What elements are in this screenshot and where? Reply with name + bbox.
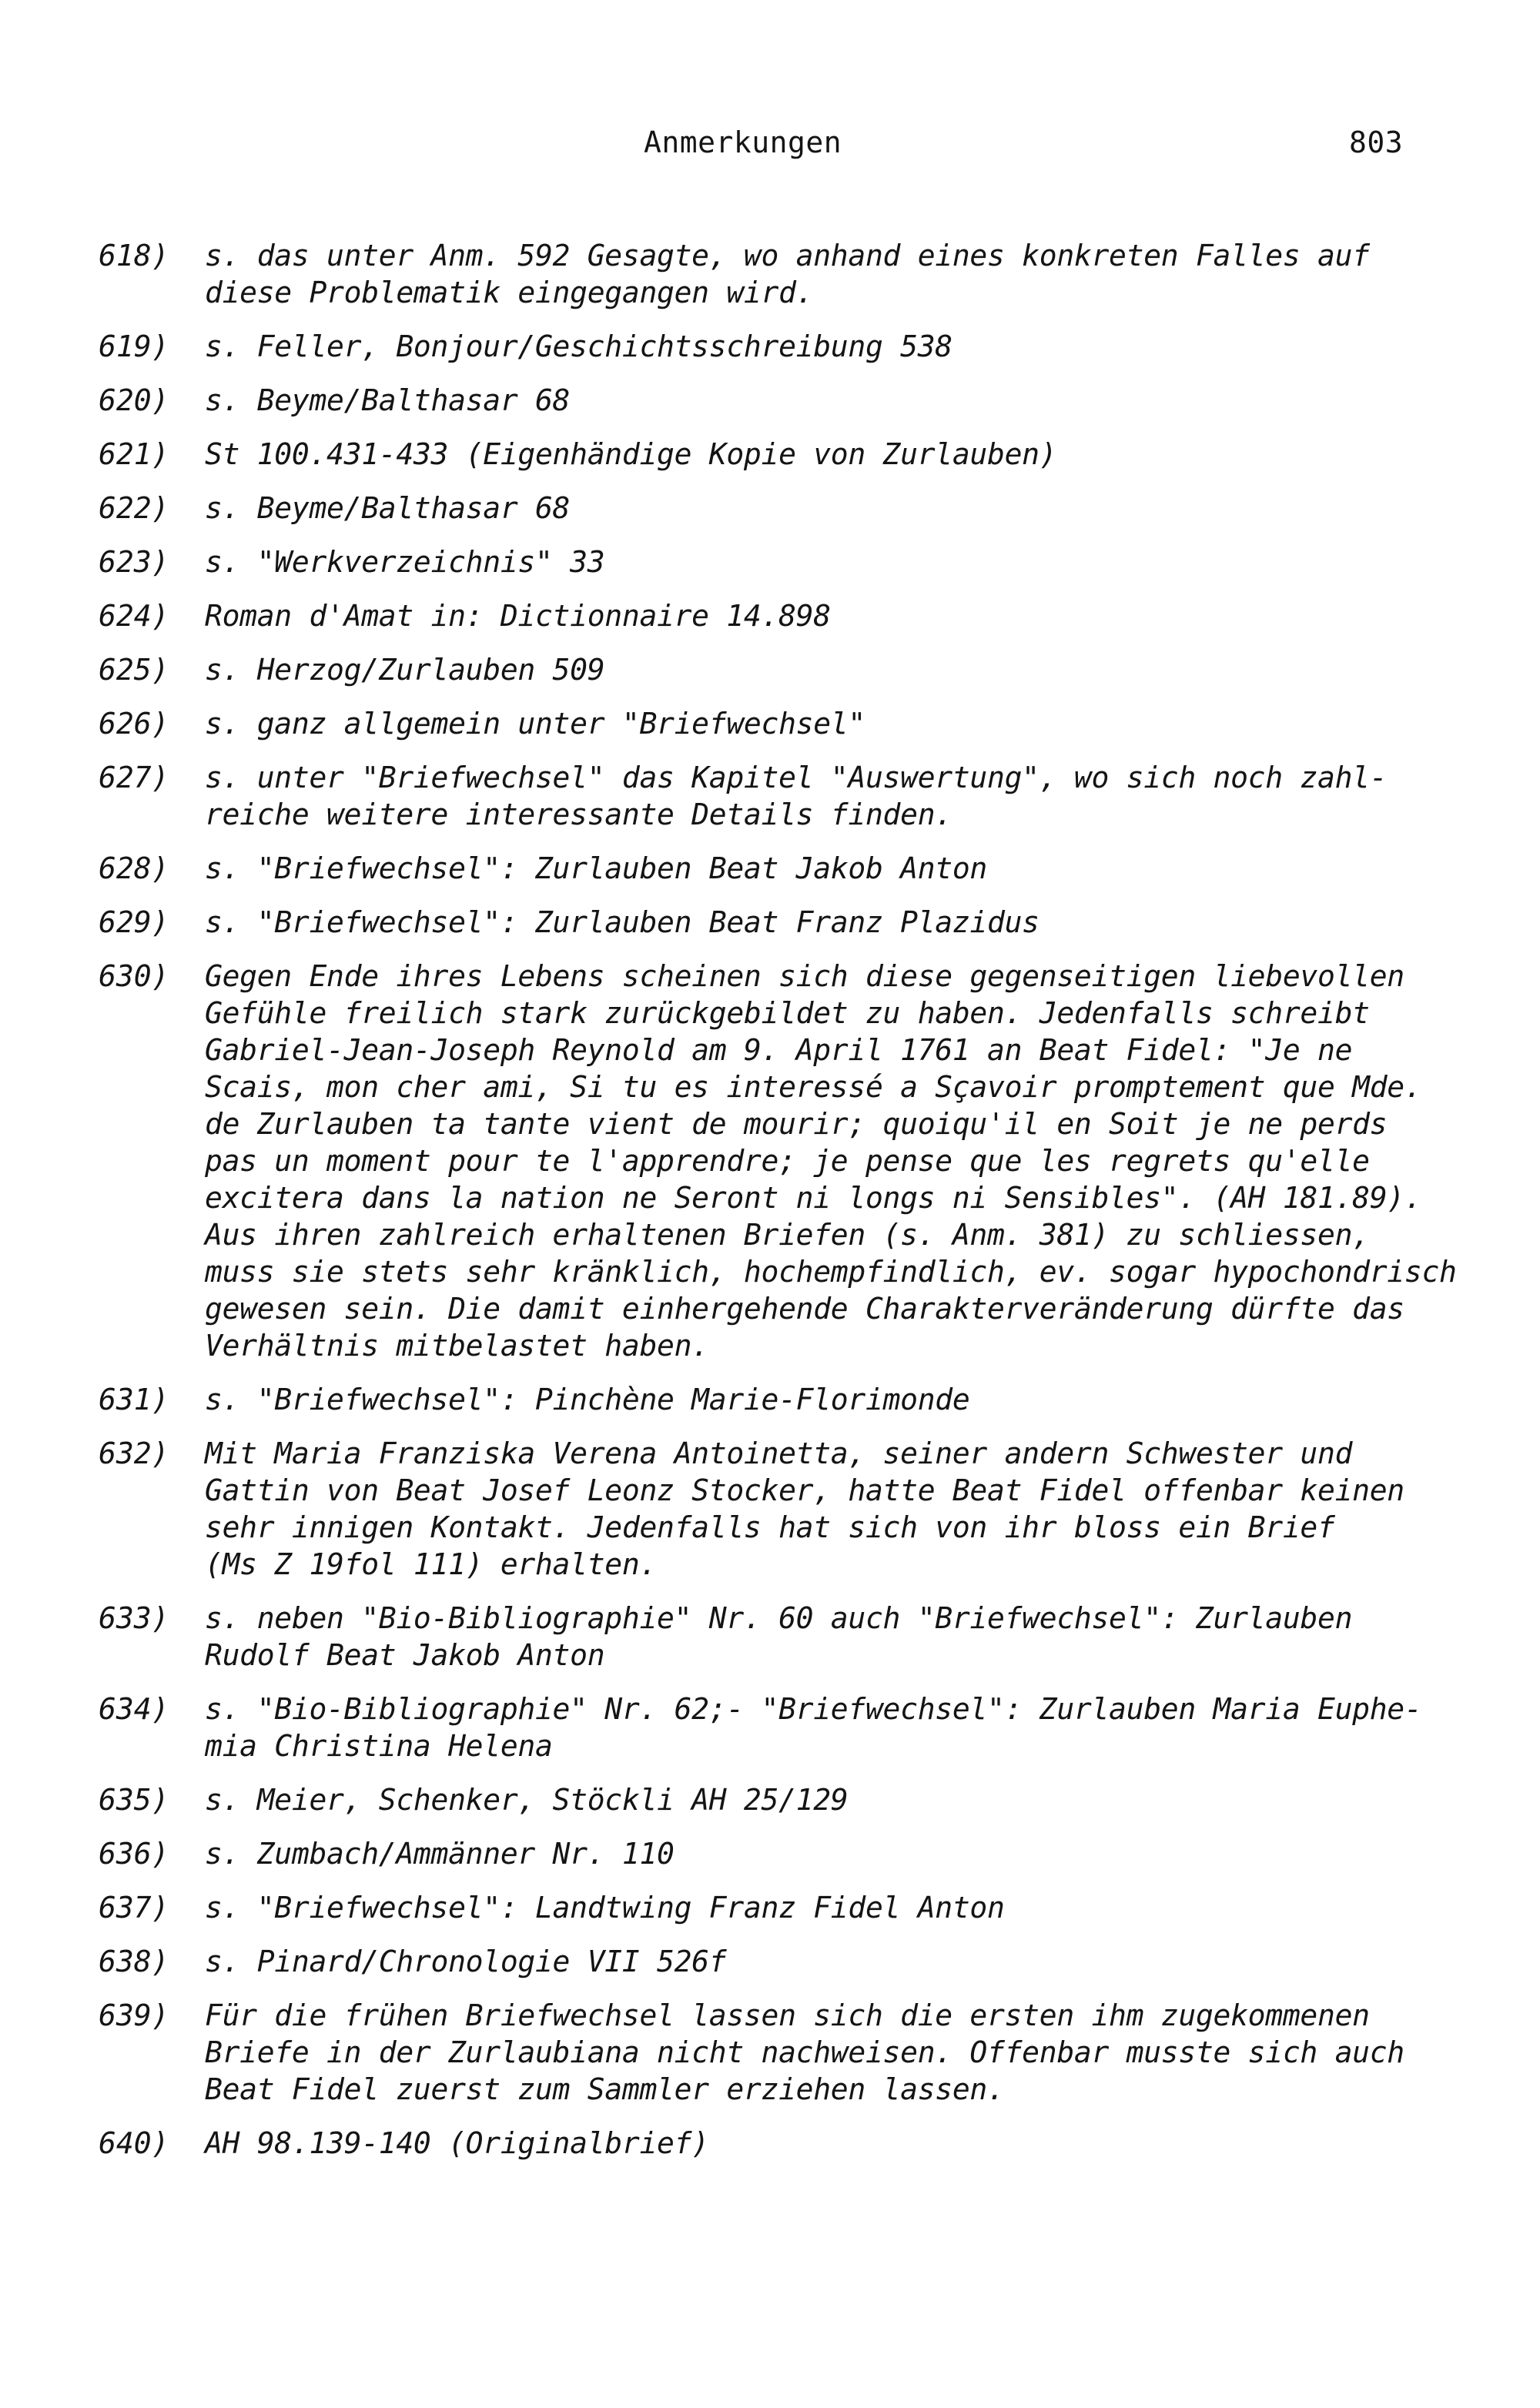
endnote-text [205,1889,1454,1926]
endnote-text [205,759,1454,833]
endnote-text-line: Mit Maria Franziska Verena Antoinetta, seiner andern Schwester und [205,1436,1353,1470]
endnote-item [99,1889,1454,1926]
endnote-text-line: s. das unter Anm. 592 Gesagte, wo anhand eines konkreten Falles auf [205,239,1370,273]
endnote-text [205,436,1454,473]
endnote-text-line: s. Zumbach/Ammänner Nr. 110 [205,1837,675,1871]
endnote-text-line: de Zurlauben ta tante vient de mourir; quoiqu'il en Soit je ne perds [205,1107,1388,1141]
endnote-text-line: sehr innigen Kontakt. Jedenfalls hat sich von ihr bloss ein Brief [205,1510,1335,1544]
endnote-text-line: Gefühle freilich stark zurückgebildet zu haben. Jedenfalls schreibt [205,996,1370,1030]
endnote-item [99,958,1457,1364]
endnote-text [205,1435,1454,1583]
endnote-text-line: excitera dans la nation ne Seront ni longs ni Sensibles". (AH 181.89). [205,1181,1422,1215]
endnote-number: 630) [99,959,169,993]
endnote-text-line: s. Meier, Schenker, Stöckli AH 25/129 [205,1783,849,1817]
endnote-number: 639) [99,1998,169,2032]
endnote-number: 623) [99,545,169,579]
endnote-text-line: s. "Bio-Bibliographie" Nr. 62;- "Briefwechsel": Zurlauben Maria Euphe- [205,1692,1422,1726]
endnote-text-line: s. unter "Briefwechsel" das Kapitel "Auswertung", wo sich noch zahl- [205,761,1388,794]
endnote-item [99,759,1454,833]
endnote-number: 620) [99,383,169,417]
endnote-item [99,328,1454,365]
endnote-number: 626) [99,707,169,741]
endnote-number: 638) [99,1945,169,1978]
endnote-text-line: Scais, mon cher ami, Si tu es interessé a Sçavoir promptement que Mde. [205,1070,1422,1104]
endnote-text [205,1381,1454,1418]
endnote-number: 625) [99,653,169,687]
endnote-number: 621) [99,437,169,471]
endnote-text-line: s. ganz allgemein unter "Briefwechsel" [205,707,865,741]
endnote-item [99,1943,1454,1980]
endnote-item [99,1781,1454,1818]
endnote-text [205,1943,1454,1980]
endnote-item [99,543,1454,580]
endnote-text [205,705,1454,742]
endnote-text-line: Briefe in der Zurlaubiana nicht nachweisen. Offenbar musste sich auch [205,2035,1404,2069]
endnote-text-line: Für die frühen Briefwechsel lassen sich die ersten ihm zugekommenen [205,1998,1370,2032]
endnote-text [205,597,1454,634]
endnote-number: 637) [99,1891,169,1925]
endnote-text-line: mia Christina Helena [205,1729,553,1763]
endnote-text-line: s. Pinard/Chronologie VII 526f [205,1945,727,1978]
page-header [0,123,1540,162]
endnote-text-line: St 100.431-433 (Eigenhändige Kopie von Zurlauben) [205,437,1057,471]
endnote-text [205,1835,1454,1872]
running-title: Anmerkungen [644,125,842,159]
endnote-text-line: s. "Briefwechsel": Landtwing Franz Fidel Anton [205,1891,1005,1925]
endnote-text-line: s. "Werkverzeichnis" 33 [205,545,605,579]
endnote-text-line: Gabriel-Jean-Joseph Reynold am 9. April 1761 an Beat Fidel: "Je ne [205,1033,1353,1067]
endnote-text-line: s. Herzog/Zurlauben 509 [205,653,605,687]
endnote-item [99,1835,1454,1872]
endnote-text-line: gewesen sein. Die damit einhergehende Charakterveränderung dürfte das [205,1292,1404,1326]
endnote-text-line: pas un moment pour te l'apprendre; je pense que les regrets qu'elle [205,1144,1370,1178]
endnote-item [99,1600,1454,1674]
endnote-number: 633) [99,1601,169,1635]
endnote-text [205,904,1454,941]
endnote-item [99,382,1454,419]
endnote-text [205,382,1454,419]
endnote-item [99,597,1454,634]
endnote-text-line: s. Beyme/Balthasar 68 [205,491,571,525]
endnote-text-line: s. neben "Bio-Bibliographie" Nr. 60 auch "Briefwechsel": Zurlauben [205,1601,1353,1635]
endnote-text [205,1781,1454,1818]
endnote-text-line: AH 98.139-140 (Originalbrief) [205,2126,709,2160]
endnote-item [99,904,1454,941]
endnote-text [205,850,1454,887]
endnote-item [99,2125,1454,2162]
endnote-text-line: s. "Briefwechsel": Zurlauben Beat Jakob Anton [205,851,988,885]
endnote-item [99,1435,1454,1583]
endnote-number: 640) [99,2126,169,2160]
page-number: 803 [1349,125,1404,159]
endnote-item [99,850,1454,887]
endnote-text-line: Gattin von Beat Josef Leonz Stocker, hatte Beat Fidel offenbar keinen [205,1473,1404,1507]
endnote-number: 627) [99,761,169,794]
endnote-item [99,490,1454,527]
endnote-number: 636) [99,1837,169,1871]
endnote-item [99,1691,1454,1764]
endnote-text [205,237,1454,311]
endnote-number: 628) [99,851,169,885]
endnote-number: 619) [99,329,169,363]
endnote-item [99,1997,1454,2108]
endnote-text [205,651,1454,688]
endnote-text [205,958,1457,1364]
endnote-text-line: s. Feller, Bonjour/Geschichtsschreibung 538 [205,329,952,363]
endnote-text [205,1600,1454,1674]
endnote-item [99,651,1454,688]
endnote-number: 631) [99,1383,169,1416]
endnote-text [205,328,1454,365]
endnote-number: 632) [99,1436,169,1470]
endnote-text-line: muss sie stets sehr kränklich, hochempfindlich, ev. sogar hypochondrisch [205,1255,1457,1289]
endnote-text-line: reiche weitere interessante Details finden. [205,798,952,831]
endnote-text [205,1691,1454,1764]
endnote-number: 629) [99,905,169,939]
endnote-text [205,543,1454,580]
endnote-text-line: Gegen Ende ihres Lebens scheinen sich diese gegenseitigen liebevollen [205,959,1404,993]
endnote-text-line: diese Problematik eingegangen wird. [205,276,814,309]
endnote-item [99,705,1454,742]
endnote-text-line: s. "Briefwechsel": Pinchène Marie-Florimonde [205,1383,970,1416]
endnote-text-line: Roman d'Amat in: Dictionnaire 14.898 [205,599,831,633]
endnote-number: 635) [99,1783,169,1817]
endnote-number: 624) [99,599,169,633]
endnote-number: 634) [99,1692,169,1726]
endnote-text-line: Beat Fidel zuerst zum Sammler erziehen lassen. [205,2072,1005,2106]
endnote-item [99,436,1454,473]
endnotes-list [99,237,1457,2162]
endnote-text-line: Rudolf Beat Jakob Anton [205,1638,605,1672]
endnote-text [205,490,1454,527]
endnote-number: 618) [99,239,169,273]
endnote-text-line: s. Beyme/Balthasar 68 [205,383,571,417]
endnote-text-line: (Ms Z 19fol 111) erhalten. [205,1547,658,1581]
endnote-text [205,2125,1454,2162]
endnote-item [99,1381,1454,1418]
endnote-item [99,237,1454,311]
endnote-text-line: Verhältnis mitbelastet haben. [205,1329,709,1363]
endnote-text-line: s. "Briefwechsel": Zurlauben Beat Franz Plazidus [205,905,1040,939]
endnote-text [205,1997,1454,2108]
endnote-number: 622) [99,491,169,525]
endnote-text-line: Aus ihren zahlreich erhaltenen Briefen (s. Anm. 381) zu schliessen, [205,1218,1370,1252]
